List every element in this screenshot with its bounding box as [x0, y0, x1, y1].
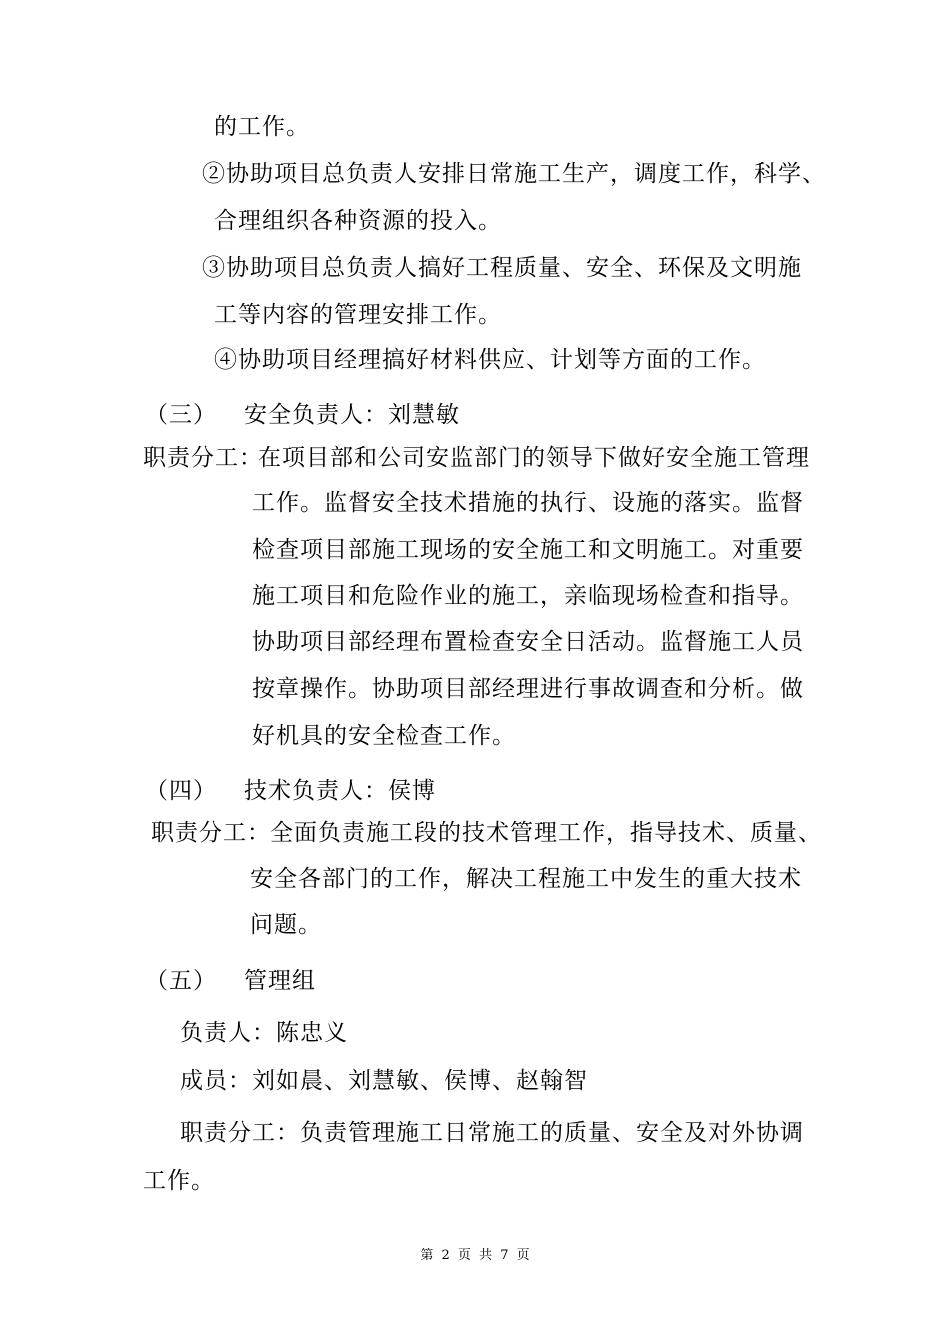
- duty-label: 职责分工：: [143, 445, 263, 471]
- members-line: 成员：刘如晨、刘慧敏、侯博、赵翰智: [180, 1068, 588, 1094]
- paragraph-line: 的工作。: [214, 114, 310, 140]
- paragraph-line: 施工项目和危险作业的施工，亲临现场检查和指导。: [252, 583, 804, 609]
- footer-di: 第: [420, 1248, 434, 1263]
- footer-ye: 页: [516, 1248, 530, 1263]
- footer-ye: 页: [457, 1248, 471, 1263]
- paragraph-line: 在项目部和公司安监部门的领导下做好安全施工管理: [258, 445, 810, 471]
- paragraph-line: 工作。监督安全技术措施的执行、设施的落实。监督: [252, 490, 804, 516]
- footer-gong: 共: [479, 1248, 493, 1263]
- paragraph-line: 协助项目部经理布置检查安全日活动。监督施工人员: [252, 629, 804, 655]
- paragraph-line: 合理组织各种资源的投入。: [214, 208, 502, 234]
- footer-total-pages: 7: [500, 1248, 509, 1263]
- paragraph-line: ②协助项目总负责人安排日常施工生产，调度工作，科学、: [202, 161, 826, 187]
- paragraph-line: 按章操作。协助项目部经理进行事故调查和分析。做: [252, 676, 804, 702]
- paragraph-line: 问题。: [250, 912, 322, 938]
- paragraph-line: 工作。: [143, 1168, 215, 1194]
- section-number: （五）: [145, 968, 217, 994]
- paragraph-line: 工等内容的管理安排工作。: [214, 302, 502, 328]
- paragraph-line: 职责分工：负责管理施工日常施工的质量、安全及对外协调: [180, 1120, 804, 1146]
- leader-line: 负责人：陈忠义: [180, 1020, 348, 1046]
- section-number: （三）: [145, 402, 217, 428]
- section-number: （四）: [145, 778, 217, 804]
- paragraph-line: 好机具的安全检查工作。: [252, 723, 516, 749]
- paragraph-line: 检查项目部施工现场的安全施工和文明施工。对重要: [252, 537, 804, 563]
- section-heading: 管理组: [244, 968, 316, 994]
- paragraph-line: 安全各部门的工作，解决工程施工中发生的重大技术: [250, 866, 802, 892]
- paragraph-line: ④协助项目经理搞好材料供应、计划等方面的工作。: [214, 347, 766, 373]
- section-heading: 安全负责人：刘慧敏: [244, 402, 460, 428]
- page-footer: [0, 1248, 950, 1264]
- duty-label: 职责分工：: [151, 820, 271, 846]
- footer-page-number: 2: [441, 1248, 450, 1263]
- paragraph-line: 全面负责施工段的技术管理工作，指导技术、质量、: [270, 820, 822, 846]
- section-heading: 技术负责人：侯博: [244, 778, 436, 804]
- paragraph-line: ③协助项目总负责人搞好工程质量、安全、环保及文明施: [202, 255, 802, 281]
